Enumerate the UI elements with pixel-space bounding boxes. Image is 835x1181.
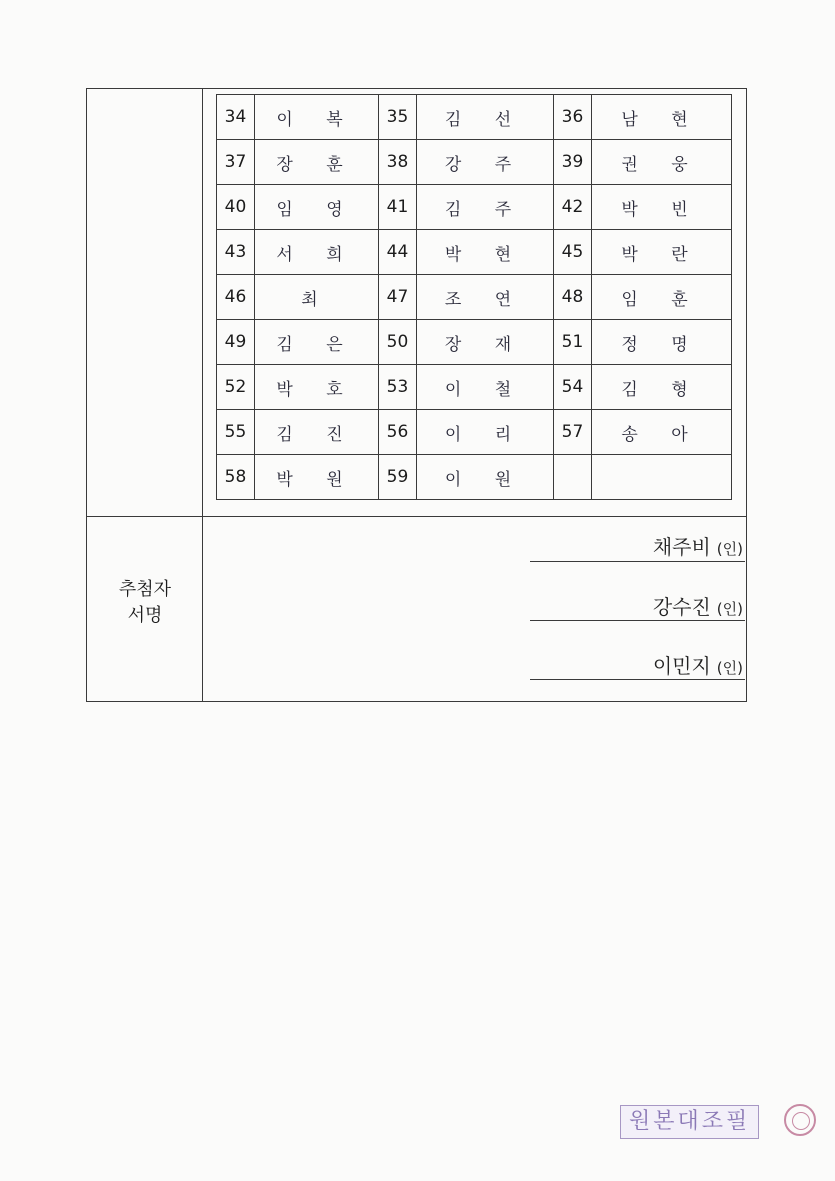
signer-1-name: 채주비 <box>652 535 711 559</box>
participant-name: 남 현 <box>592 95 732 140</box>
signer-1 <box>653 531 743 560</box>
certified-copy-stamp: 원본대조필 <box>620 1105 759 1139</box>
participant-name: 장 재 <box>417 320 554 365</box>
table-row <box>217 95 732 140</box>
participant-number: 35 <box>379 95 417 140</box>
participant-name: 박 호 <box>255 365 379 410</box>
table-row <box>217 455 732 500</box>
signer-label-line2: 서명 <box>127 605 163 626</box>
participant-number: 50 <box>379 320 417 365</box>
seal-icon <box>784 1104 816 1136</box>
signer-2-seal: (인) <box>716 600 743 618</box>
participant-name: 이 복 <box>255 95 379 140</box>
participant-name: 김 진 <box>255 410 379 455</box>
participant-name: 박 빈 <box>592 185 732 230</box>
table-row <box>217 365 732 410</box>
participant-number: 39 <box>554 140 592 185</box>
participant-name: 김 은 <box>255 320 379 365</box>
participant-name: 이 원 <box>417 455 554 500</box>
signer-section-label <box>87 577 203 629</box>
table-row <box>217 230 732 275</box>
participant-number: 40 <box>217 185 255 230</box>
table-row <box>217 185 732 230</box>
participant-number: 55 <box>217 410 255 455</box>
participant-name: 김 형 <box>592 365 732 410</box>
participant-number: 57 <box>554 410 592 455</box>
participant-number: 45 <box>554 230 592 275</box>
participant-number: 58 <box>217 455 255 500</box>
participant-name <box>592 455 732 500</box>
participant-name: 조 연 <box>417 275 554 320</box>
signature-line-3 <box>530 679 745 680</box>
participant-number: 59 <box>379 455 417 500</box>
participant-number: 44 <box>379 230 417 275</box>
participant-number: 53 <box>379 365 417 410</box>
participant-name: 송 아 <box>592 410 732 455</box>
participant-name: 정 명 <box>592 320 732 365</box>
participant-name: 김 주 <box>417 185 554 230</box>
participant-number: 46 <box>217 275 255 320</box>
signer-label-line1: 추첨자 <box>118 579 172 600</box>
participant-number: 54 <box>554 365 592 410</box>
participant-number: 51 <box>554 320 592 365</box>
participant-number <box>554 455 592 500</box>
participant-name: 박 원 <box>255 455 379 500</box>
table-row <box>217 410 732 455</box>
section-divider <box>87 516 746 517</box>
participant-name: 이 리 <box>417 410 554 455</box>
participant-number: 34 <box>217 95 255 140</box>
signature-line-1 <box>530 561 745 562</box>
participant-name: 김 선 <box>417 95 554 140</box>
signer-1-seal: (인) <box>716 540 743 558</box>
participant-name: 강 주 <box>417 140 554 185</box>
participant-number: 43 <box>217 230 255 275</box>
participant-name: 박 란 <box>592 230 732 275</box>
participant-number: 47 <box>379 275 417 320</box>
participant-name: 장 훈 <box>255 140 379 185</box>
table-row <box>217 275 732 320</box>
signer-3 <box>653 650 743 679</box>
signer-2-name: 강수진 <box>652 595 711 619</box>
participant-table <box>216 94 732 500</box>
signature-line-2 <box>530 620 745 621</box>
participant-name: 권 웅 <box>592 140 732 185</box>
table-row <box>217 320 732 365</box>
participant-number: 37 <box>217 140 255 185</box>
signer-3-name: 이민지 <box>652 654 711 678</box>
participant-number: 52 <box>217 365 255 410</box>
participant-number: 49 <box>217 320 255 365</box>
participant-name: 이 철 <box>417 365 554 410</box>
participant-name: 서 희 <box>255 230 379 275</box>
participant-name: 최 <box>255 275 379 320</box>
participant-number: 42 <box>554 185 592 230</box>
participant-number: 48 <box>554 275 592 320</box>
participant-name: 임 영 <box>255 185 379 230</box>
participant-name: 박 현 <box>417 230 554 275</box>
signer-2 <box>653 591 743 620</box>
table-row <box>217 140 732 185</box>
participant-number: 41 <box>379 185 417 230</box>
participant-number: 56 <box>379 410 417 455</box>
participant-number: 36 <box>554 95 592 140</box>
signer-3-seal: (인) <box>716 659 743 677</box>
participant-number: 38 <box>379 140 417 185</box>
participant-name: 임 훈 <box>592 275 732 320</box>
